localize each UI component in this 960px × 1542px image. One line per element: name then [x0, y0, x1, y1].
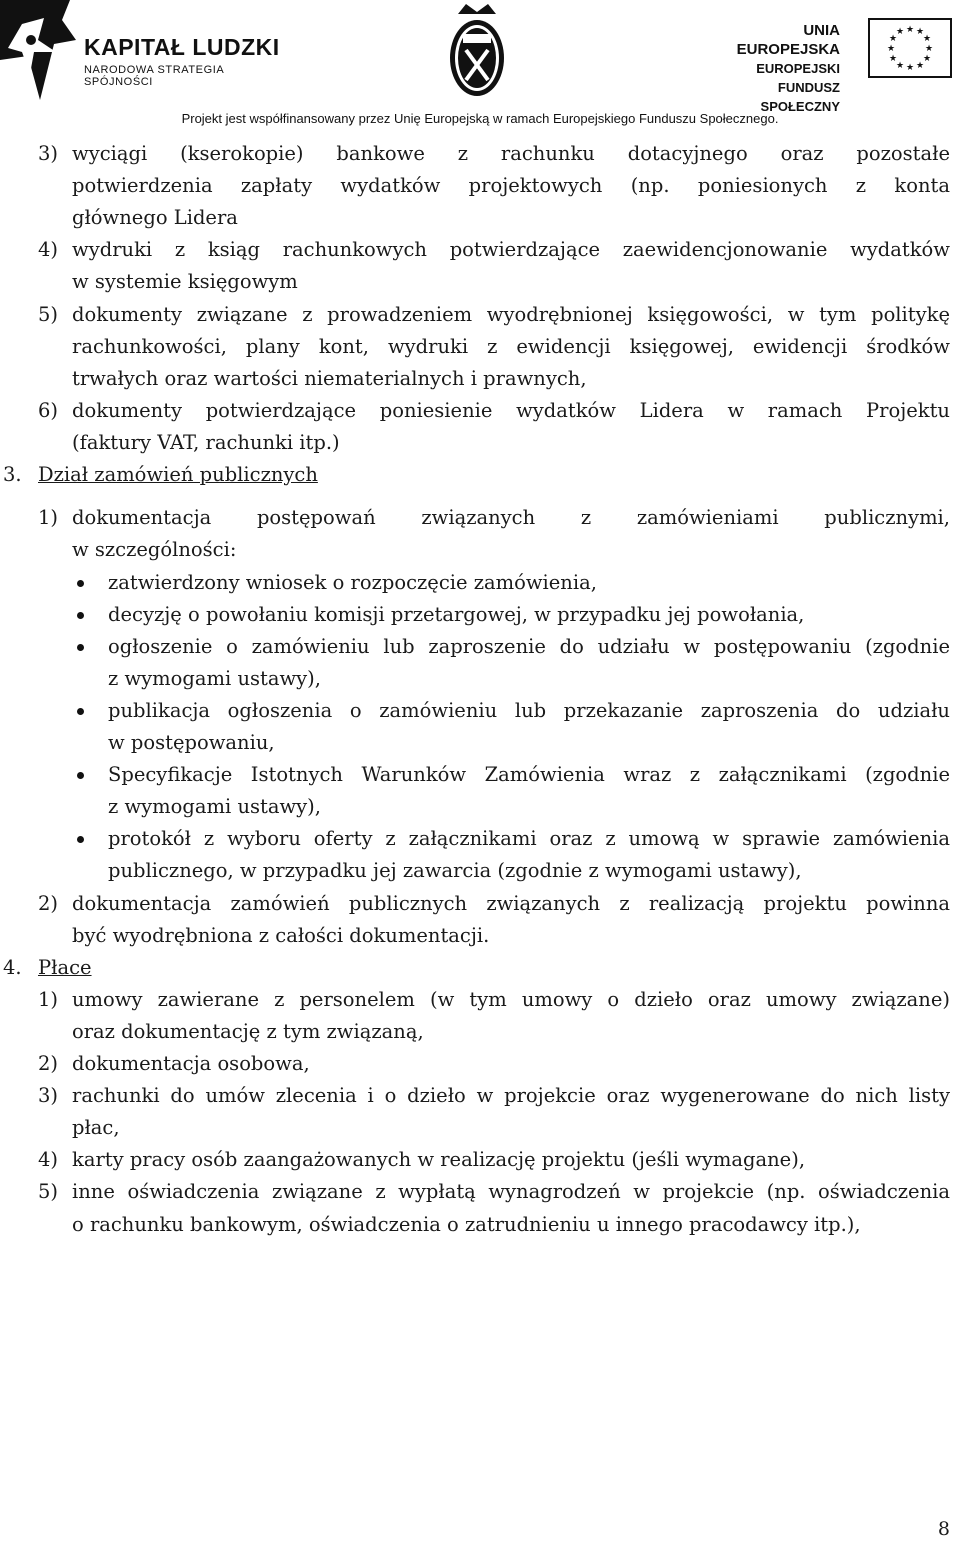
section-3-number: 3. — [3, 463, 22, 486]
eu-text — [708, 21, 840, 116]
svg-text:★: ★ — [922, 34, 932, 44]
eu-line-3: FUNDUSZ SPOŁECZNY — [760, 80, 840, 114]
list-item-line: wydruki z ksiąg rachunkowych potwierdzające zaewidencjonowanie wydatków — [72, 238, 950, 262]
list-item-line: (faktury VAT, rachunki itp.) — [72, 430, 340, 454]
section-4-heading: Płace — [38, 955, 92, 979]
bullet-item-line: publicznego, w przypadku jej zawarcia (zgodnie z wymogami ustawy), — [108, 859, 802, 883]
list-item-line: karty pracy osób zaangażowanych w realizację projektu (jeśli wymagane), — [72, 1148, 806, 1172]
bullet-icon — [77, 644, 84, 651]
list-item-line: dokumentacja zamówień publicznych związanych z realizacją projektu powinna — [72, 891, 950, 915]
list-item-number: 4) — [38, 1148, 59, 1172]
bullet-icon — [77, 836, 84, 843]
svg-text:★: ★ — [888, 34, 898, 44]
bullet-item-line: publikacja ogłoszenia o zamówieniu lub przekazanie zaproszenia do udziału — [108, 698, 950, 722]
list-item-line: głównego Lidera — [72, 206, 238, 230]
bullet-item-line: Specyfikacje Istotnych Warunków Zamówienia wraz z załącznikami (zgodnie — [108, 763, 950, 787]
bullet-icon — [77, 612, 84, 619]
kapital-ludzki-logo — [0, 0, 290, 100]
list-item-line: być wyodrębniona z całości dokumentacji. — [72, 923, 490, 947]
eu-logo — [708, 18, 958, 114]
eu-line-2: EUROPEJSKI — [756, 61, 840, 76]
list-item-line: trwałych oraz wartości niematerialnych i prawnych, — [72, 366, 587, 390]
svg-text:★: ★ — [922, 54, 932, 64]
list-item-line: dokumenty związane z prowadzeniem wyodrębnionej księgowości, w tym politykę — [72, 302, 950, 326]
list-item-number: 6) — [38, 398, 59, 422]
svg-text:★: ★ — [905, 25, 915, 35]
list-item-number: 4) — [38, 238, 59, 262]
svg-text:★: ★ — [886, 44, 896, 54]
bullet-icon — [77, 580, 84, 587]
list-item-line: dokumentacja osobowa, — [72, 1052, 310, 1076]
section-3-heading: Dział zamówień publicznych — [38, 463, 318, 486]
bullet-item-line: z wymogami ustawy), — [108, 795, 321, 819]
list-item-line: oraz dokumentację z tym związaną, — [72, 1019, 424, 1043]
list-item-line: w systemie księgowym — [72, 270, 298, 294]
kapital-ludzki-star-icon — [0, 0, 80, 100]
bullet-item-line: ogłoszenie o zamówieniu lub zaproszenie do udziału w postępowaniu (zgodnie — [108, 634, 950, 658]
list-item-number: 2) — [38, 1052, 59, 1076]
svg-text:★: ★ — [924, 44, 934, 54]
list-item-line: płac, — [72, 1116, 120, 1140]
page-number: 8 — [937, 1518, 950, 1540]
list-item-line: rachunkowości, plany kont, wydruki z ewidencji księgowej, ewidencji środków — [72, 334, 950, 358]
eu-line-1: UNIA EUROPEJSKA — [736, 22, 840, 58]
awf-crest-logo — [446, 0, 508, 98]
bullet-icon — [77, 772, 84, 779]
list-item-number: 2) — [38, 891, 59, 915]
list-item-line: w szczególności: — [72, 538, 237, 562]
list-item-number: 3) — [38, 1084, 59, 1108]
svg-text:★: ★ — [905, 63, 915, 73]
bullet-item-line: w postępowaniu, — [108, 731, 275, 755]
section-4-number: 4. — [3, 955, 22, 979]
list-item-number: 1) — [38, 987, 59, 1011]
awf-crest-icon — [446, 0, 508, 98]
bullet-icon — [77, 708, 84, 715]
list-item-line: wyciągi (kserokopie) bankowe z rachunku dotacyjnego oraz pozostałe — [72, 142, 950, 165]
list-item-number: 3) — [38, 142, 59, 165]
svg-text:★: ★ — [915, 27, 925, 37]
bullet-item-line: z wymogami ustawy), — [108, 666, 321, 690]
list-item-line: umowy zawierane z personelem (w tym umowy o dzieło oraz umowy związane) — [72, 987, 950, 1011]
svg-text:★: ★ — [915, 61, 925, 71]
list-item-line: potwierdzenia zapłaty wydatków projektowych (np. poniesionych z konta — [72, 174, 950, 198]
bullet-item-line: decyzję o powołaniu komisji przetargowej, w przypadku jej powołania, — [108, 602, 805, 626]
list-item-line: dokumentacja postępowań związanych z zamówieniami publicznymi, — [72, 506, 950, 530]
kapital-ludzki-title: KAPITAŁ LUDZKI — [84, 34, 280, 60]
list-item-number: 5) — [38, 1180, 59, 1204]
svg-text:★: ★ — [895, 61, 905, 71]
kapital-ludzki-subtitle: NARODOWA STRATEGIA SPÓJNOŚCI — [84, 64, 224, 88]
list-item-line: rachunki do umów zlecenia i o dzieło w projekcie oraz wygenerowane do nich listy — [72, 1084, 950, 1108]
bullet-item-line: zatwierdzony wniosek o rozpoczęcie zamówienia, — [108, 570, 597, 594]
bullet-item-line: protokół z wyboru oferty z załącznikami oraz z umową w sprawie zamówienia — [108, 827, 950, 851]
list-item-number: 5) — [38, 302, 59, 326]
list-item-number: 1) — [38, 506, 59, 530]
list-item-line: dokumenty potwierdzające poniesienie wydatków Lidera w ramach Projektu — [72, 398, 950, 422]
eu-flag-icon — [868, 18, 952, 78]
list-item-line: inne oświadczenia związane z wypłatą wynagrodzeń w projekcie (np. oświadczenia — [72, 1180, 950, 1204]
svg-text:★: ★ — [888, 54, 898, 64]
svg-text:★: ★ — [895, 27, 905, 37]
project-cofinancing-note: Projekt jest współfinansowany przez Unię Europejską w ramach Europejskiego Funduszu Społecznego. — [181, 111, 779, 126]
list-item-line: o rachunku bankowym, oświadczenia o zatrudnieniu u innego pracodawcy itp.), — [72, 1212, 861, 1236]
page-header — [0, 0, 960, 135]
